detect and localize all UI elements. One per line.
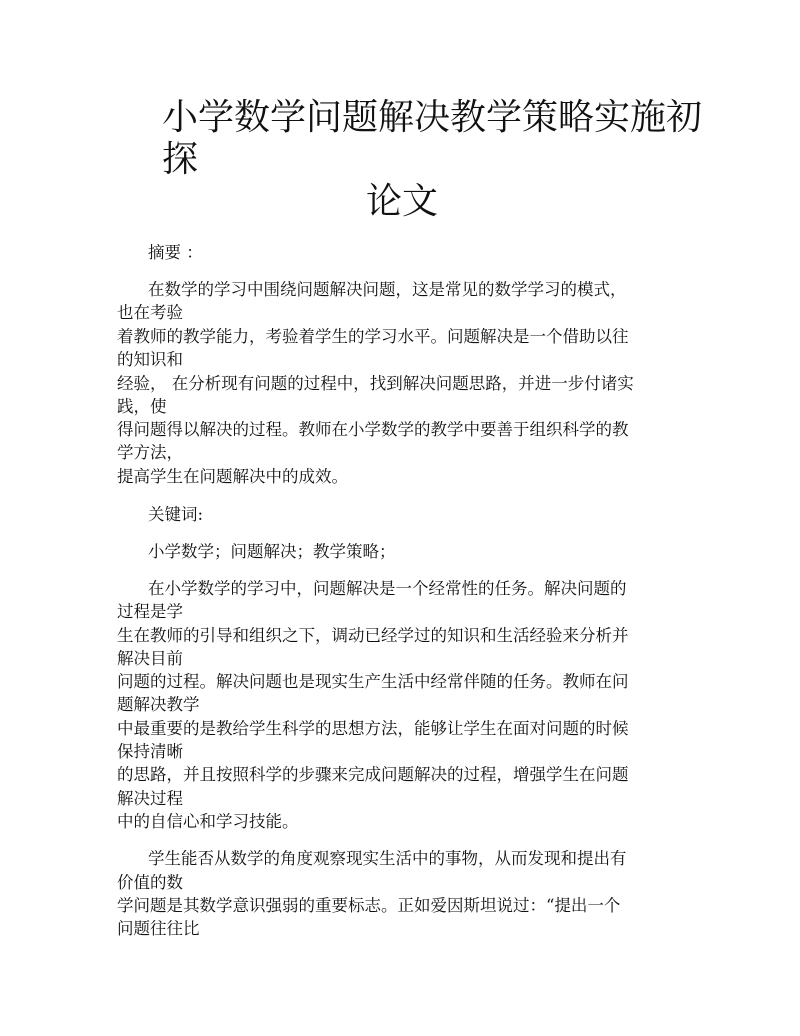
paragraph-line: 学问题是其数学意识强弱的重要标志。正如爱因斯坦说过：“提出一个 bbox=[117, 896, 621, 915]
paragraph-line: 生在教师的引导和组织之下，调动已经学过的知识和生活经验来分析并 bbox=[117, 626, 629, 645]
paragraph-line: 问题的过程。解决问题也是现实生产生活中经常伴随的任务。教师在问 bbox=[117, 672, 629, 691]
paragraph-line: 解决过程 bbox=[117, 789, 183, 808]
paragraph-line: 过程是学 bbox=[117, 602, 183, 621]
paragraph-line: 价值的数 bbox=[117, 873, 183, 892]
paragraph-line: 学生能否从数学的角度观察现实生活中的事物，从而发现和提出有 bbox=[148, 849, 627, 868]
abstract-line: 也在考验 bbox=[117, 303, 183, 322]
paragraph-line: 题解决教学 bbox=[117, 695, 200, 714]
title-line-1: 小学数学问题解决教学策略实施初 bbox=[162, 97, 703, 138]
abstract-label: 摘要 ： bbox=[148, 243, 203, 262]
abstract-line: 学方法， bbox=[117, 443, 183, 462]
paragraph-line: 问题往往比 bbox=[117, 919, 200, 938]
paragraph-line: 中最重要的是教给学生科学的思想方法，能够让学生在面对问题的时候 bbox=[117, 719, 629, 738]
keywords-list: 小学数学；问题解决；教学策略； bbox=[148, 542, 396, 561]
abstract-line: 践，使 bbox=[117, 397, 167, 416]
abstract-line: 的知识和 bbox=[117, 350, 183, 369]
abstract-line: 提高学生在问题解决中的成效。 bbox=[117, 467, 348, 486]
paragraph-line: 解决目前 bbox=[117, 649, 183, 668]
paragraph-line: 中的自信心和学习技能。 bbox=[117, 812, 299, 831]
abstract-line: 经验， 在分析现有问题的过程中，找到解决问题思路，并进一步付诸实 bbox=[117, 374, 634, 393]
paragraph-line: 在小学数学的学习中，问题解决是一个经常性的任务。解决问题的 bbox=[148, 579, 627, 598]
abstract-line: 得问题得以解决的过程。教师在小学数学的教学中要善于组织科学的教 bbox=[117, 420, 629, 439]
title-line-2: 探 bbox=[162, 139, 199, 180]
abstract-line: 在数学的学习中围绕问题解决问题，这是常见的数学学习的模式， bbox=[148, 280, 627, 299]
keywords-label: 关键词: bbox=[148, 505, 204, 524]
paragraph-line: 保持清晰 bbox=[117, 742, 183, 761]
paragraph-line: 的思路，并且按照科学的步骤来完成问题解决的过程，增强学生在问题 bbox=[117, 765, 629, 784]
abstract-line: 着教师的教学能力，考验着学生的学习水平。问题解决是一个借助以往 bbox=[117, 327, 629, 346]
title-line-3: 论文 bbox=[366, 181, 439, 222]
